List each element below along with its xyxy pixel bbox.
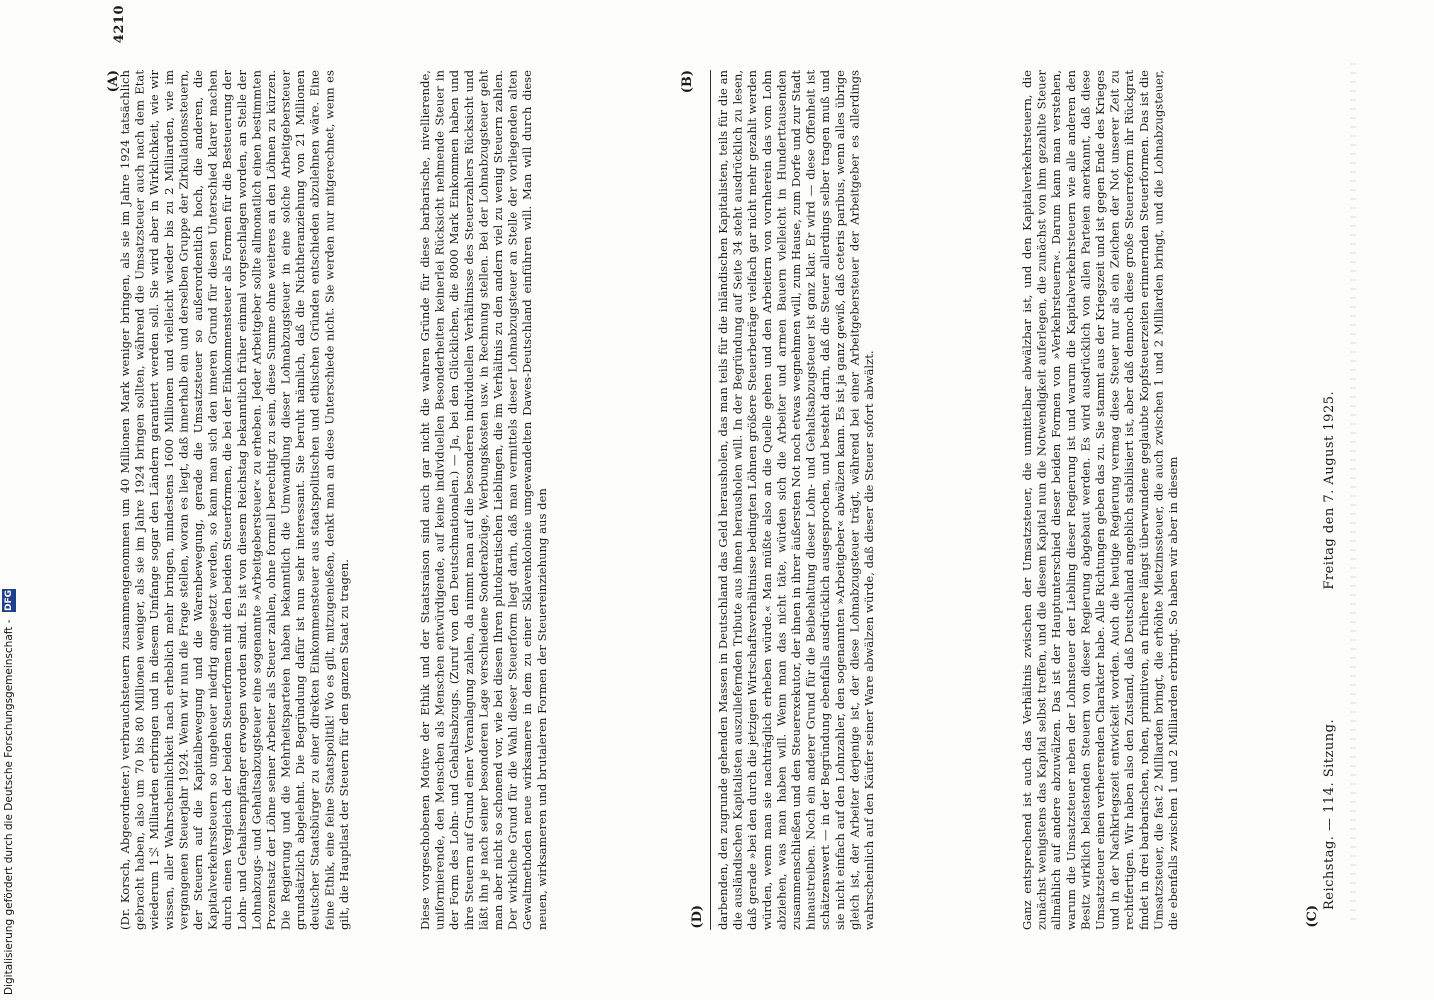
text-column-3 (716, 70, 1012, 930)
credit-text: Digitalisierung gefördert durch die Deutsche Forschungsgemeinschaft - (3, 619, 15, 995)
column-4-text: Ganz entsprechend ist auch das Verhältnis zwischen der Umsatzsteuer, die unmittelbar abwälzbar ist, und den Kapitalverkehrsteuern, die zunächst wenigstens das Kapital selbst treffen, und die diesem Kapital nun die Notwendigkeit auferlegen, die zunächst von ihm gezahlte Steuer allmählich auf andere abzuwälzen. Das ist der Hauptunterschied dieser beiden Formen von »Verkehrsteuern«. Darum kann man verstehen, warum die Umsatzsteuer neben der Lohnsteuer der Liebling dieser Regierung ist und warum die Kapitalverkehrsteuern wie alle anderen den Besitz wirklich belastenden Steuern von dieser Regierung abgebaut werden. Es wird ausdrücklich von allen Parteien anerkannt, daß diese Umsatzsteuer einen verheerenden Charakter habe. Alle Richtungen geben das zu. Sie stammt aus der Kriegszeit und ist gegen Ende des Krieges und in der Nachkriegszeit entwickelt worden. Auch die heutige Regierung vermag diese Steuer nur als ein Zeichen der Not unserer Zeit zu rechtfertigen. Wir haben also den Zustand, daß Deutschland angeblich stabilisiert ist, aber daß dennoch diese große Steuerreform ihr Rückgrat findet in drei barbarischen, rohen, primitiven, an frühere längst überwundene geglaubte Kopfsteuerzeiten erinnernden Steuerformen. Das ist die Umsatzsteuer, die fast 2 Milliarden bringt, die erhöhte Mietzinssteuer, die auch zwischen 1 und 2 Milliarden bringt, und die Lohnabzugsteuer, die ebenfalls zwischen 1 und 2 Milliarden erbringt. So haben wir aber in diesem (1020, 70, 1180, 930)
column-divider (710, 70, 711, 930)
session-label: Reichstag. — 114. Sitzung. (1322, 718, 1337, 910)
column-1-text: verbrauchsteuern zusammengenommen um 40 Millionen Mark weniger bringen, als sie im Jahre 1924 tatsächlich gebracht haben, also um 70 bis 80 Millionen weniger, als sie im Jahre 1924 bringen sollten, während die Umsatzsteuer auch nach dem Etat wiederum 1½ Milliarden erbringen und in diesem Umfange sogar den Ländern garantiert werden soll. Sie wird aber in Wirklichkeit, wie wir wissen, aller Wahrscheinlichkeit nach erheblich mehr bringen, mindestens 1600 Millionen und vielleicht wieder bis zu 2 Milliarden, wie im vergangenen Steuerjahr 1924. Wenn wir nun die Frage stellen, woran es liegt, daß innerhalb ein und derselben Gruppe der Zirkulationssteuern, der Steuern auf die Kapitalbewegung und die Warenbewegung, gerade die Umsatzsteuer so außerordentlich hoch, die anderen, die Kapitalverkehrssteuern so ungeheuer niedrig angesetzt werden, so kann man sich den inneren Grund für diesen Unterschied klarer machen durch einen Vergleich der beiden Steuerformen mit den beiden Steuerformen, die bei der Einkommensteuer als Formen für die Besteuerung der Lohn- und Gehaltsempfänger erwogen worden sind. Es ist von diesem Reichstag bekanntlich früher einmal vorgeschlagen worden, an Stelle der Lohnabzugs- und Gehaltsabzugsteuer eine sogenannte »Arbeitgebersteuer« zu erheben. Jeder Arbeitgeber sollte allmonatlich einen bestimmten Prozentsatz der Löhne seiner Arbeiter als Steuer zahlen, ohne formell berechtigt zu sein, diese Summe ohne weiteres an den Löhnen zu kürzen. Die Regierung und die Mehrheitsparteien haben bekanntlich die Umwandlung dieser Lohnabzugsteuer in eine solche Arbeitgebersteuer grundsätzlich abgelehnt. Die Begründung dafür ist nun sehr interessant. Sie beruht nämlich, daß die Nichtheranziehung von 21 Millionen deutscher Staatsbürger zu einer direkten Einkommensteuer aus staatspolitischen und ethischen Gründen entschieden abzulehnen wäre. Eine feine Ethik, eine feine Staatspolitik! Wo es gilt, mitzugenießen, denkt man an diese Unterschiede nicht. Sie werden nur mitgerechnet, wenn es gilt, die Hauptlast der Steuern für den ganzen Staat zu tragen. (118, 70, 351, 930)
margin-marker-c: (C) (1305, 905, 1320, 928)
running-head (1322, 130, 1337, 910)
date-label: Freitag den 7. August 1925. (1322, 390, 1337, 590)
column-2-text: Diese vorgeschobenen Motive der Ethik und der Staatsraison sind auch gar nicht die wahren Gründe für diese barbarische, nivellierende, uniformierende, den Menschen als Menschen entwürdigende, auf keine individuellen Besonderheiten keinerlei Rücksicht nehmende Steuer in der Form des Lohn- und Gehaltsabzugs. (Zuruf von den Deutschnationalen.) — Ja, bei den Glücklichen, die 8000 Mark Einkommen haben und ihre Steuern auf Grund einer Veranlagung zahlen, da nimmt man auf die besonderen individuellen Verhältnisse des Steuerzahlers Rücksicht und läßt ihn je nach seiner besonderen Lage verschiedene Sonderabzüge, Werbungskosten usw. in Rechnung stellen. Bei der Lohnabzugsteuer geht man aber nicht so schonend vor, wie bei diesen Ihren plutokratischen Lieblingen, die im Verhältnis zu den andern viel zu wenig Steuern zahlen. Der wirkliche Grund für die Wahl dieser Steuerform liegt darin, daß man vermittels dieser Lohnabzugsteuer an Stelle der vorliegenden alten Gewaltmethoden neue wirksamere in dem zu einer Sklavenkolonie umgewandelten Dawes-Deutschland einführen will. Man will durch diese neuen, wirksameren und brutaleren Formen der Steuereinziehung aus den (418, 70, 549, 930)
scan-edge (1350, 60, 1356, 920)
text-column-2 (418, 70, 698, 930)
page-number: 4210 (112, 5, 127, 44)
text-column-4 (1020, 70, 1320, 930)
margin-marker-b: (B) (680, 70, 695, 94)
text-column-1 (118, 70, 410, 930)
column-3-text: darbenden, den zugrunde gehenden Massen in Deutschland das Geld herausholen, das man teils für die inländischen Kapitalisten, teils für die an die ausländischen Kapitalisten auszuliefernden Tribute aus ihnen herausholen will. In der Begründung auf Seite 34 steht ausdrücklich zu lesen, daß gerade »bei den durch die jetzigen Wirtschaftsverhältnisse bedingten Löhnen größere Steuerbeträge vielfach gar nicht mehr gezahlt werden würden, wenn man sie nachträglich erheben würde.« Man müßte also an die Quelle gehen und den Arbeitern von vornherein das vom Lohn abziehen, was man haben will. Wenn man das nicht täte, würden sich die Arbeiter und armen Bauern vielleicht in Hunderttausenden zusammenschließen und den Steuerexekutor, der ihnen in ihrer äußersten Not noch etwas wegnehmen will, zum Hause, zum Dorfe und zur Stadt hinaustreiben. Noch ein anderer Grund für die Beibehaltung dieser Lohn- und Gehaltsabzugsteuer ist ganz klar. Er wird — diese Offenheit ist schätzenswert — in der Begründung ebenfalls ausdrücklich ausgesprochen, und besteht darin, daß die Steuer allerdings selber tragen muß und sie nicht einfach auf den Lohnzahler, den sogenannten »Arbeitgeber« abwälzen kann. Es ist ja ganz gewiß, daß ceteris paribus, wenn alles übrige gleich ist, der Arbeiter derjenige ist, der diese Lohnabzugsteuer trägt, während bei einer Arbeitgebersteuer der Arbeitgeber es allerdings wahrscheinlich auf den Käufer seiner Ware abwälzen würde, daß dieser die Steuer sofort abwälzt. (716, 70, 876, 930)
margin-marker-a: (A) (106, 70, 121, 93)
dfg-logo-icon: DFG (4, 590, 14, 612)
speaker-tag: (Dr. Korsch, Abgeordneter.) (118, 765, 132, 930)
margin-marker-d: (D) (690, 905, 705, 929)
digitization-credit (2, 250, 16, 995)
